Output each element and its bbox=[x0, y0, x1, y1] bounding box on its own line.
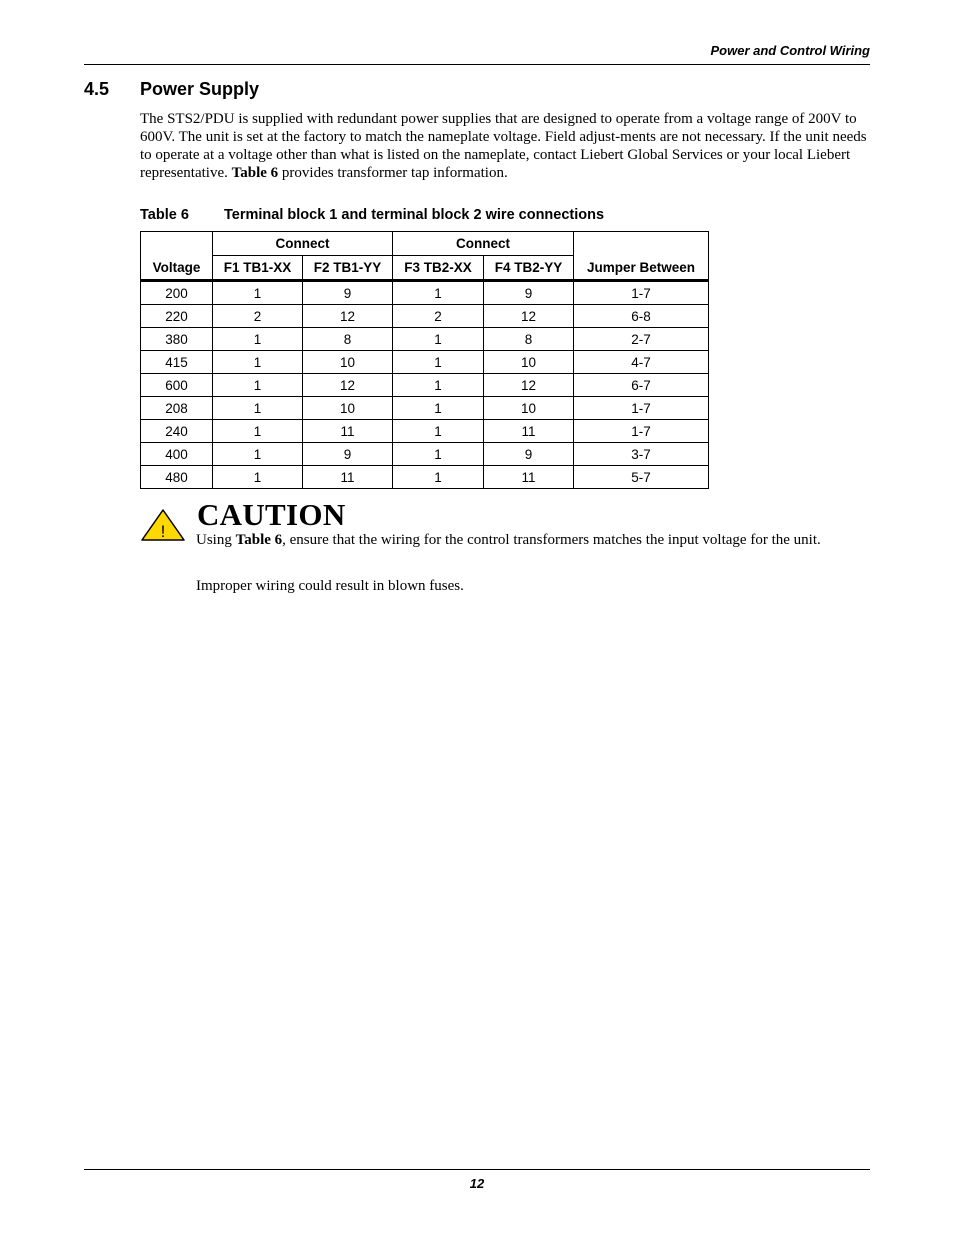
table-row bbox=[141, 328, 709, 351]
table-cell: 1-7 bbox=[574, 420, 709, 443]
table-caption bbox=[140, 207, 840, 223]
table-row bbox=[141, 397, 709, 420]
table-cell: 1 bbox=[213, 466, 303, 489]
table-title: Terminal block 1 and terminal block 2 wire connections bbox=[224, 207, 605, 223]
caution-text-end: , ensure that the wiring for the control transformers matches the input voltage for the unit. bbox=[282, 532, 821, 548]
table-cell: 400 bbox=[141, 443, 213, 466]
section-title: Power Supply bbox=[140, 79, 260, 99]
caution-text bbox=[196, 531, 870, 549]
section-heading bbox=[84, 79, 259, 100]
table-cell: 8 bbox=[484, 328, 574, 351]
table-cell: 12 bbox=[484, 374, 574, 397]
table-cell: 10 bbox=[484, 351, 574, 374]
footer-rule bbox=[84, 1169, 870, 1170]
table-cell: 1 bbox=[393, 281, 484, 305]
table-cell: 1 bbox=[393, 351, 484, 374]
table-row bbox=[141, 281, 709, 305]
table-cell: 10 bbox=[303, 397, 393, 420]
wire-connections-table bbox=[140, 231, 709, 489]
table-cell: 200 bbox=[141, 281, 213, 305]
table-cell: 9 bbox=[303, 443, 393, 466]
table-cell: 6-8 bbox=[574, 305, 709, 328]
column-header: F4 TB2-YY bbox=[484, 256, 574, 281]
table-cell: 1 bbox=[393, 328, 484, 351]
table-body bbox=[141, 281, 709, 489]
table-cell: 1 bbox=[213, 328, 303, 351]
table-cell: 11 bbox=[303, 466, 393, 489]
table-cell: 600 bbox=[141, 374, 213, 397]
table-cell: 2 bbox=[393, 305, 484, 328]
table-cell: 3-7 bbox=[574, 443, 709, 466]
body-text-end: provides transformer tap information. bbox=[278, 165, 508, 181]
table-cell: 240 bbox=[141, 420, 213, 443]
caution-table-reference: Table 6 bbox=[235, 532, 283, 548]
table-cell: 1 bbox=[213, 420, 303, 443]
running-header: Power and Control Wiring bbox=[710, 43, 870, 58]
column-header: F3 TB2-XX bbox=[393, 256, 484, 281]
header-rule bbox=[84, 64, 870, 65]
table-cell: 12 bbox=[303, 374, 393, 397]
column-header: F2 TB1-YY bbox=[303, 256, 393, 281]
table-cell: 9 bbox=[484, 281, 574, 305]
table-label: Table 6 bbox=[140, 207, 189, 223]
table-cell: 2-7 bbox=[574, 328, 709, 351]
table-cell: 8 bbox=[303, 328, 393, 351]
table-cell: 1-7 bbox=[574, 281, 709, 305]
table-cell: 4-7 bbox=[574, 351, 709, 374]
table-cell: 1 bbox=[213, 374, 303, 397]
table-cell: 1 bbox=[213, 397, 303, 420]
page-number: 12 bbox=[469, 1176, 485, 1191]
section-number: 4.5 bbox=[84, 79, 110, 99]
svg-text:!: ! bbox=[160, 522, 166, 541]
table-cell: 1 bbox=[213, 281, 303, 305]
table-cell: 11 bbox=[484, 466, 574, 489]
table-row bbox=[141, 420, 709, 443]
table-row bbox=[141, 305, 709, 328]
table-cell: 11 bbox=[484, 420, 574, 443]
column-header: Jumper Between bbox=[574, 232, 709, 281]
table-cell: 11 bbox=[303, 420, 393, 443]
caution-text-start: Using bbox=[196, 532, 236, 548]
table-cell: 1 bbox=[213, 443, 303, 466]
table-cell: 12 bbox=[484, 305, 574, 328]
table-cell: 10 bbox=[303, 351, 393, 374]
group-header: Connect bbox=[213, 232, 393, 256]
body-paragraph bbox=[140, 110, 868, 182]
table-cell: 5-7 bbox=[574, 466, 709, 489]
table-cell: 9 bbox=[303, 281, 393, 305]
table-cell: 1 bbox=[213, 351, 303, 374]
column-header: Voltage bbox=[141, 232, 213, 281]
table-cell: 1 bbox=[393, 420, 484, 443]
table-header-row bbox=[141, 232, 709, 256]
table-cell: 9 bbox=[484, 443, 574, 466]
warning-triangle-icon bbox=[140, 508, 186, 542]
column-header: F1 TB1-XX bbox=[213, 256, 303, 281]
table-cell: 2 bbox=[213, 305, 303, 328]
table-cell: 415 bbox=[141, 351, 213, 374]
table-row bbox=[141, 351, 709, 374]
table-reference: Table 6 bbox=[231, 165, 279, 181]
table-cell: 12 bbox=[303, 305, 393, 328]
caution-title: CAUTION bbox=[197, 497, 346, 532]
body-text-start: The STS2/PDU is supplied with redundant power supplies that are designed to operate from a voltage range of 200V to 600V. The unit is set at the factory to match the nameplate voltage. Field adjust-ments are not necessary. If the unit needs to operate at a voltage other than what is listed on the nameplate, contact Liebert Global Services or your local Liebert representative. bbox=[140, 111, 867, 181]
table-cell: 1-7 bbox=[574, 397, 709, 420]
table-cell: 208 bbox=[141, 397, 213, 420]
table-cell: 1 bbox=[393, 374, 484, 397]
table-row bbox=[141, 466, 709, 489]
group-header: Connect bbox=[393, 232, 574, 256]
table-cell: 1 bbox=[393, 443, 484, 466]
table-row bbox=[141, 443, 709, 466]
table-cell: 10 bbox=[484, 397, 574, 420]
table-cell: 1 bbox=[393, 397, 484, 420]
caution-consequence: Improper wiring could result in blown fuses. bbox=[196, 578, 464, 594]
table-cell: 220 bbox=[141, 305, 213, 328]
table-cell: 380 bbox=[141, 328, 213, 351]
table-cell: 480 bbox=[141, 466, 213, 489]
table-cell: 1 bbox=[393, 466, 484, 489]
table-row bbox=[141, 374, 709, 397]
table-cell: 6-7 bbox=[574, 374, 709, 397]
